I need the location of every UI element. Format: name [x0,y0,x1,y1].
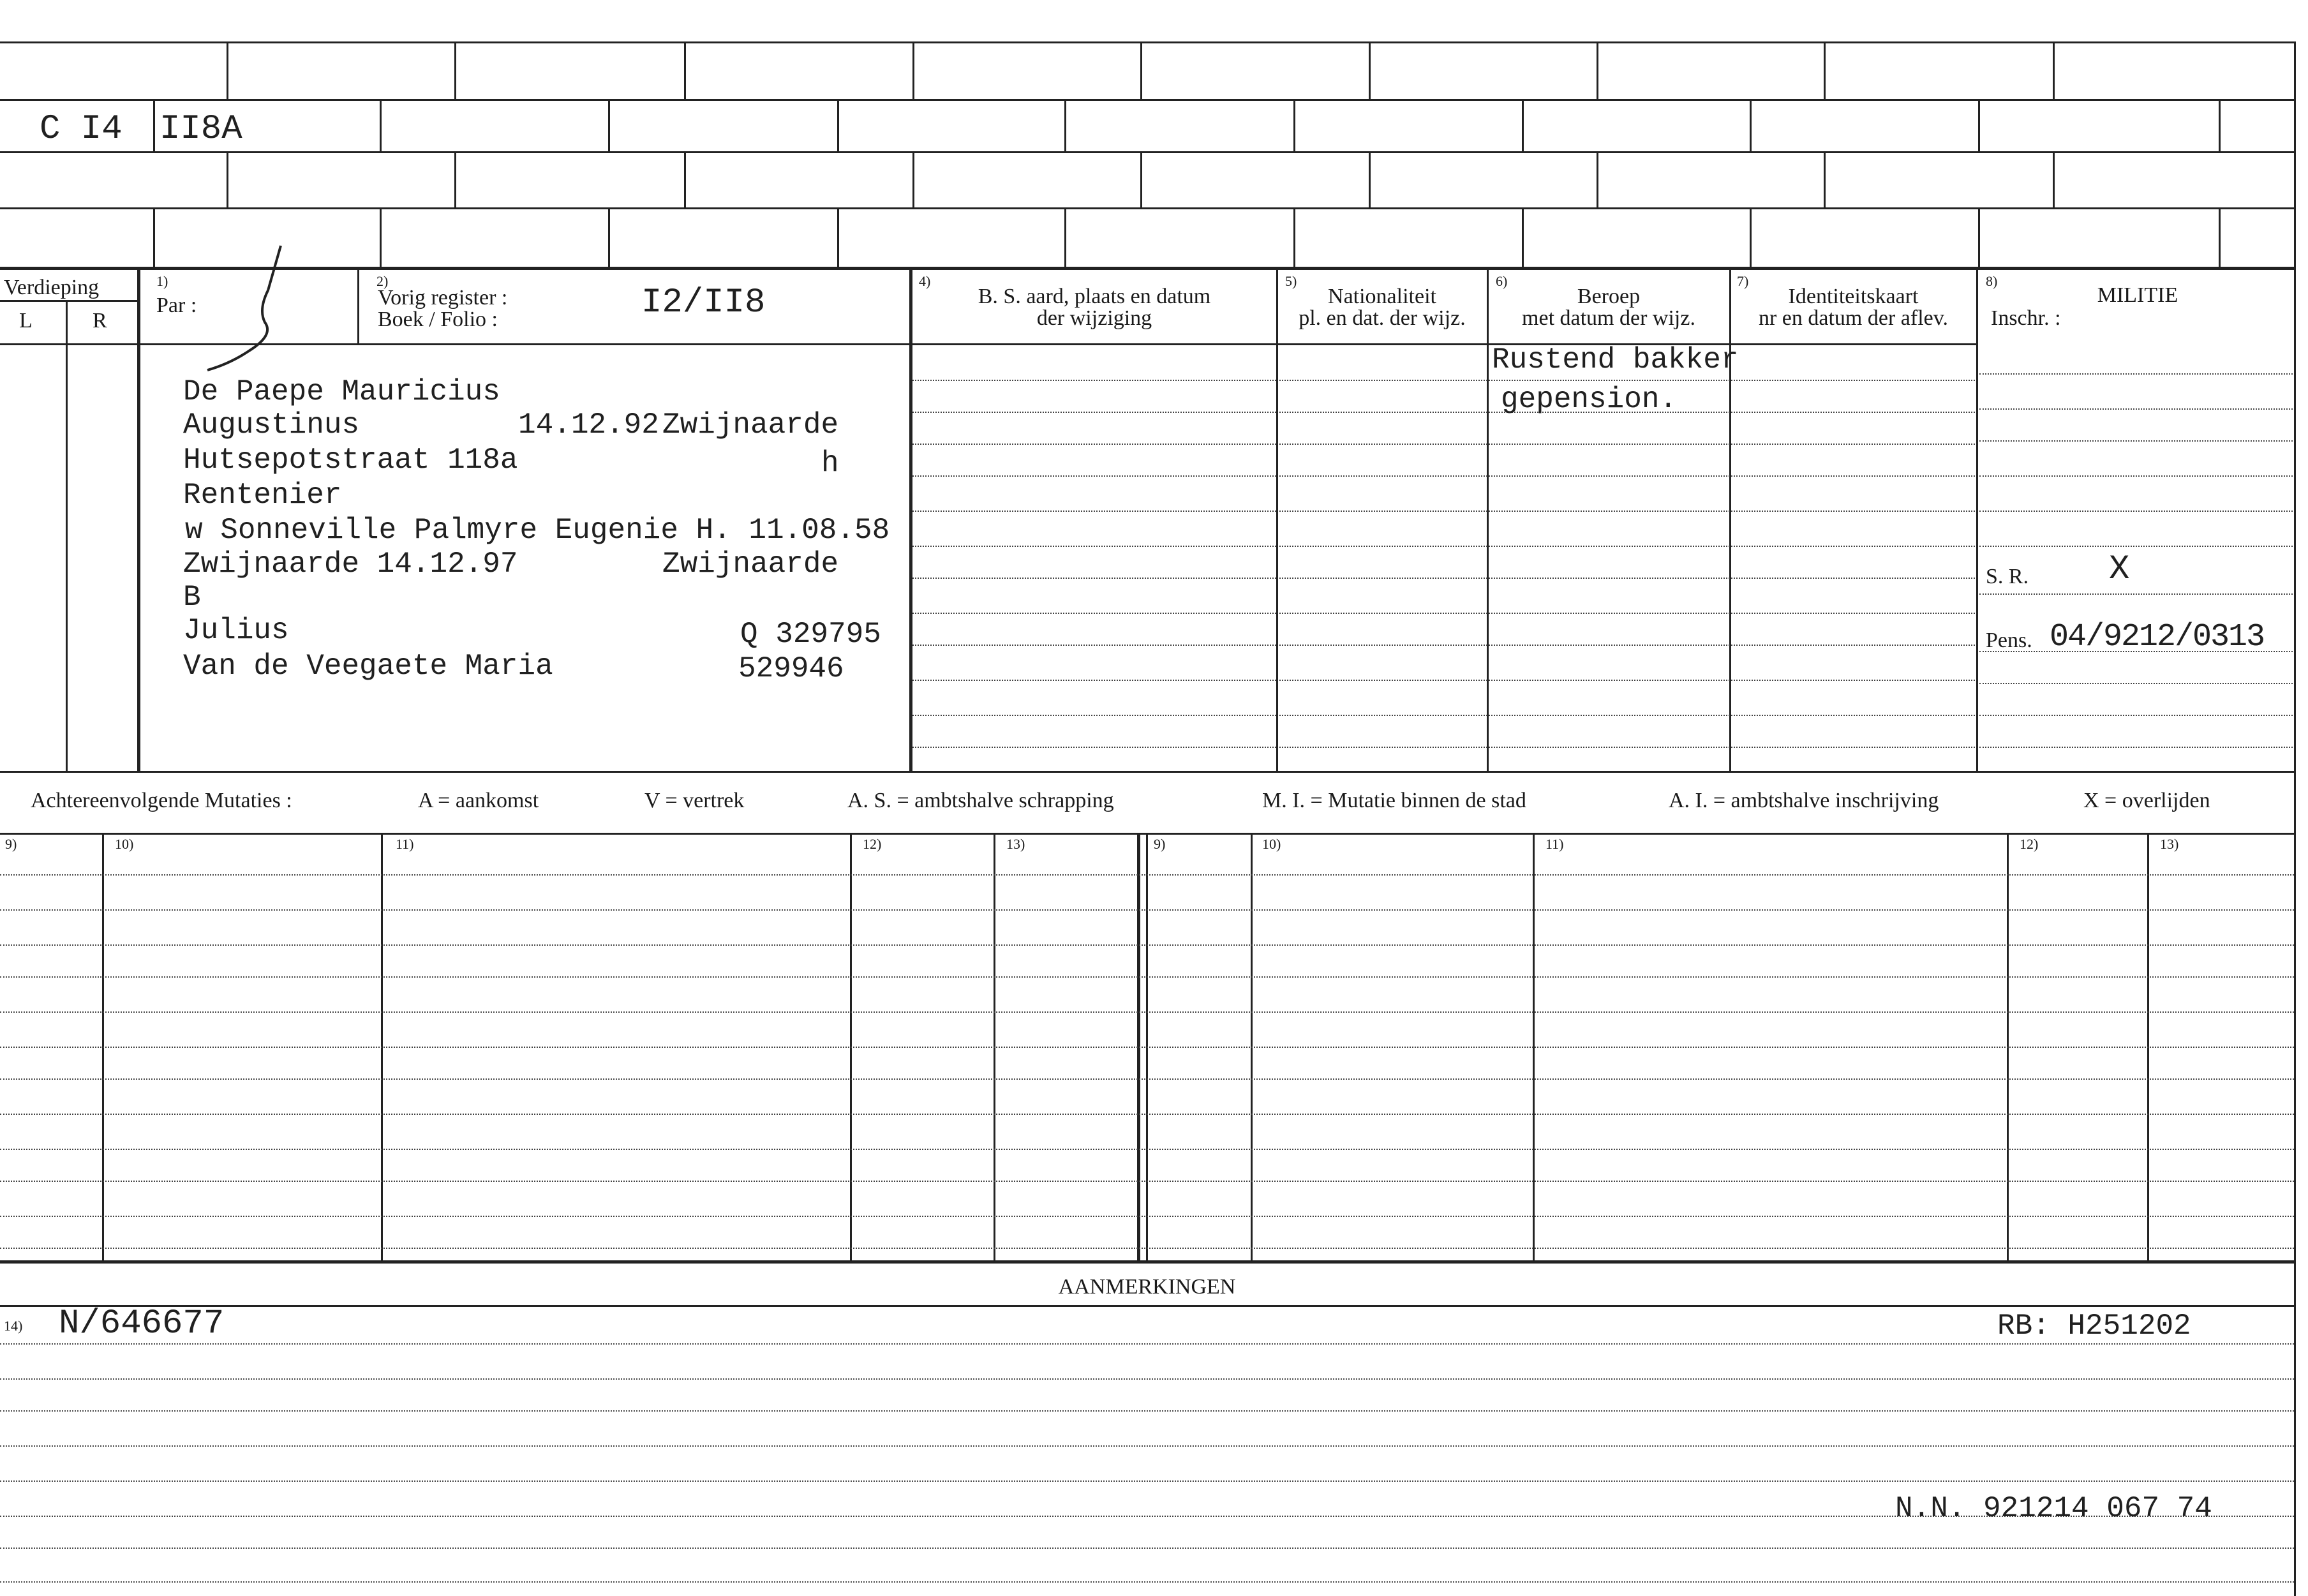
birth-date: 14.12.92 [518,408,659,442]
mut-right-col9-num: 9) [1154,836,1166,852]
inschr-label: Inschr. : [1991,306,2061,330]
mut-right-col10-num: 10) [1262,836,1281,852]
mut-right-col12-num: 12) [2020,836,2039,852]
h-mark: h [821,447,839,480]
person-line-spouse-birth: Zwijnaarde 14.12.97 [183,548,518,581]
pens-label: Pens. [1986,629,2032,652]
col5-number: 5) [1285,273,1297,289]
person-line-spouse: w Sonneville Palmyre Eugenie H. 11.08.58 [185,514,890,547]
birth-place: Zwijnaarde [662,408,839,442]
person-line-father: Julius [183,614,289,647]
card-code-right: II8A [160,110,242,149]
vorig-register-label: Vorig register : [378,286,508,310]
par-label: Par : [156,294,197,317]
grid-line [0,41,2294,43]
right-border [2294,41,2296,1596]
aanmerkingen-code: N/646677 [59,1304,225,1343]
verdieping-label: Verdieping [4,276,100,299]
grid-line [0,151,2294,153]
mut-right-col13-num: 13) [2160,836,2179,852]
verdieping-right-label: R [93,309,107,332]
wijziging-label: der wijziging [1036,306,1152,330]
mut-left-col9-num: 9) [5,836,17,852]
father-code: Q 329795 [740,618,881,651]
par-bracket-mark [204,239,300,373]
legend-overlijden: X = overlijden [2083,789,2210,812]
person-line-mother: Van de Veegaete Maria [183,650,553,683]
identiteitskaart-label: Identiteitskaart [1788,285,1919,308]
beroep-label: Beroep [1577,285,1641,308]
mut-right-col11-num: 11) [1545,836,1564,852]
col7-number: 7) [1737,273,1749,289]
col4-number: 4) [919,273,931,289]
verdieping-left-label: L [19,309,33,332]
sr-value: X [2109,550,2130,589]
mut-left-col11-num: 11) [396,836,414,852]
vorig-register-value: I2/II8 [641,283,766,322]
legend-ambtshalve-schrapping: A. S. = ambtshalve schrapping [847,789,1114,812]
militie-label: MILITIE [2097,283,2178,307]
beroep-sub-label: met datum der wijz. [1522,306,1695,330]
col2-number: 2) [376,273,389,289]
bs-aard-label: B. S. aard, plaats en datum [978,285,1211,308]
beroep-line2: gepension. [1501,383,1678,416]
person-line-address: Hutsepotstraat 118a [183,444,518,477]
aanmerkingen-number: 14) [4,1318,23,1334]
legend-ambtshalve-inschrijving: A. I. = ambtshalve inschrijving [1669,789,1939,812]
person-line-name: De Paepe Mauricius [183,375,500,408]
boek-folio-label: Boek / Folio : [378,308,498,331]
legend-aankomst: A = aankomst [418,789,539,812]
col6-number: 6) [1496,273,1508,289]
person-line-firstname: Augustinus [183,408,360,442]
mother-code: 529946 [738,652,844,685]
nationaliteit-sub-label: pl. en dat. der wijz. [1299,306,1466,330]
nn-number: N.N. 921214 067 74 [1895,1492,2212,1525]
pens-value: 04/9212/0313 [2050,619,2265,655]
mut-left-col12-num: 12) [863,836,882,852]
grid-line [0,207,2294,209]
person-line-profession: Rentenier [183,479,342,512]
mut-left-col10-num: 10) [115,836,134,852]
card-code-left: C I4 [40,110,123,149]
beroep-line1: Rustend bakker [1492,343,1739,377]
mutaties-title: Achtereenvolgende Mutaties : [31,789,292,812]
mut-left-col13-num: 13) [1006,836,1025,852]
col1-number: 1) [156,273,168,289]
col8-number: 8) [1986,273,1998,289]
rb-code: RB: H251202 [1997,1309,2191,1343]
person-line-b: B [183,581,201,614]
spouse-place: Zwijnaarde [662,548,839,581]
legend-vertrek: V = vertrek [644,789,745,812]
grid-line [0,99,2294,101]
aanmerkingen-title: AANMERKINGEN [1058,1275,1236,1299]
grid-line [0,267,2294,270]
legend-mutatie-binnen-stad: M. I. = Mutatie binnen de stad [1262,789,1526,812]
sr-label: S. R. [1986,565,2029,588]
nationaliteit-label: Nationaliteit [1328,285,1436,308]
identiteitskaart-sub-label: nr en datum der aflev. [1758,306,1949,330]
